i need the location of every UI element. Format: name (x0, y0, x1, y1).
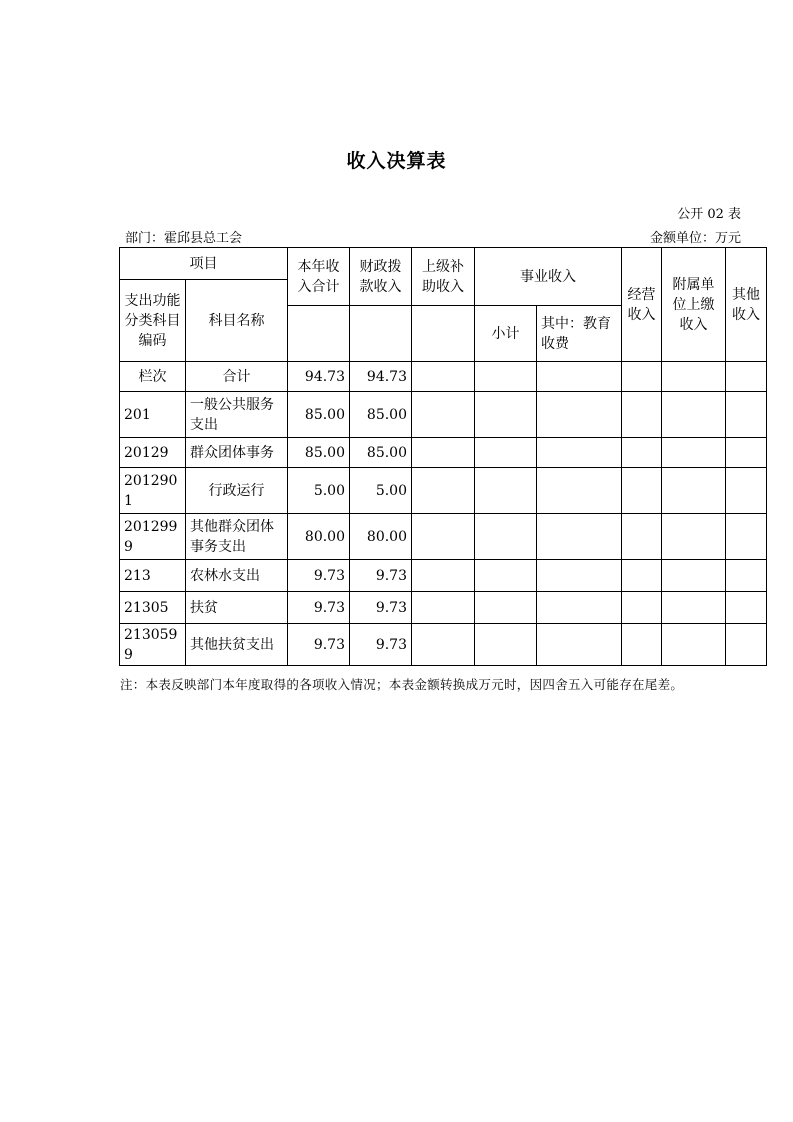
row-fiscal: 9.73 (350, 624, 412, 666)
row-fiscal: 5.00 (350, 468, 412, 514)
footnote: 注：本表反映部门本年度取得的各项收入情况；本表金额转换成万元时，因四舍五入可能存在尾差。 (120, 677, 684, 692)
header-business: 事业收入 (475, 248, 622, 306)
header-other: 其他收入 (726, 248, 767, 362)
income-table (119, 247, 767, 666)
header-item: 项目 (120, 248, 288, 280)
unit-label: 金额单位：万元 (649, 231, 741, 246)
row-fiscal: 94.73 (350, 362, 412, 392)
header-fiscal: 财政拨款收入 (350, 248, 412, 306)
row-name: 群众团体事务 (186, 438, 288, 468)
department-label: 部门：霍邱县总工会 (125, 231, 243, 246)
table-row (120, 362, 767, 392)
table-row (120, 392, 767, 438)
header-operating: 经营收入 (622, 248, 662, 362)
row-fiscal: 85.00 (350, 392, 412, 438)
row-code: 21305 (120, 592, 186, 624)
table-row (120, 438, 767, 468)
row-name: 合计 (186, 362, 288, 392)
header-superior: 上级补助收入 (412, 248, 475, 306)
table-row (120, 468, 767, 514)
row-name: 农林水支出 (186, 560, 288, 592)
header-total: 本年收入合计 (288, 248, 350, 306)
row-name: 其他群众团体事务支出 (186, 514, 288, 560)
header-affiliated: 附属单位上缴收入 (662, 248, 726, 362)
header-subtotal: 小计 (475, 306, 537, 362)
table-row (120, 624, 767, 666)
header-code: 支出功能分类科目编码 (120, 280, 186, 362)
row-total: 9.73 (288, 560, 350, 592)
row-code: 2012901 (120, 468, 186, 514)
row-fiscal: 85.00 (350, 438, 412, 468)
row-name: 一般公共服务支出 (186, 392, 288, 438)
header-edu: 其中：教育收费 (537, 306, 622, 362)
table-row (120, 592, 767, 624)
row-code: 2130599 (120, 624, 186, 666)
row-fiscal: 9.73 (350, 560, 412, 592)
row-total: 94.73 (288, 362, 350, 392)
row-fiscal: 80.00 (350, 514, 412, 560)
row-total: 85.00 (288, 438, 350, 468)
row-code: 栏次 (120, 362, 186, 392)
row-total: 80.00 (288, 514, 350, 560)
row-code: 201 (120, 392, 186, 438)
form-number: 公开 02 表 (677, 207, 741, 222)
row-total: 85.00 (288, 392, 350, 438)
header-total-cont (288, 306, 350, 362)
page-title: 收入决算表 (346, 150, 447, 172)
row-name: 行政运行 (186, 468, 288, 514)
row-total: 9.73 (288, 592, 350, 624)
row-total: 5.00 (288, 468, 350, 514)
row-code: 2012999 (120, 514, 186, 560)
header-fiscal-cont (350, 306, 412, 362)
header-name: 科目名称 (186, 280, 288, 362)
row-name: 扶贫 (186, 592, 288, 624)
row-name: 其他扶贫支出 (186, 624, 288, 666)
table-row (120, 514, 767, 560)
row-total: 9.73 (288, 624, 350, 666)
row-code: 20129 (120, 438, 186, 468)
row-code: 213 (120, 560, 186, 592)
row-fiscal: 9.73 (350, 592, 412, 624)
table-row (120, 560, 767, 592)
